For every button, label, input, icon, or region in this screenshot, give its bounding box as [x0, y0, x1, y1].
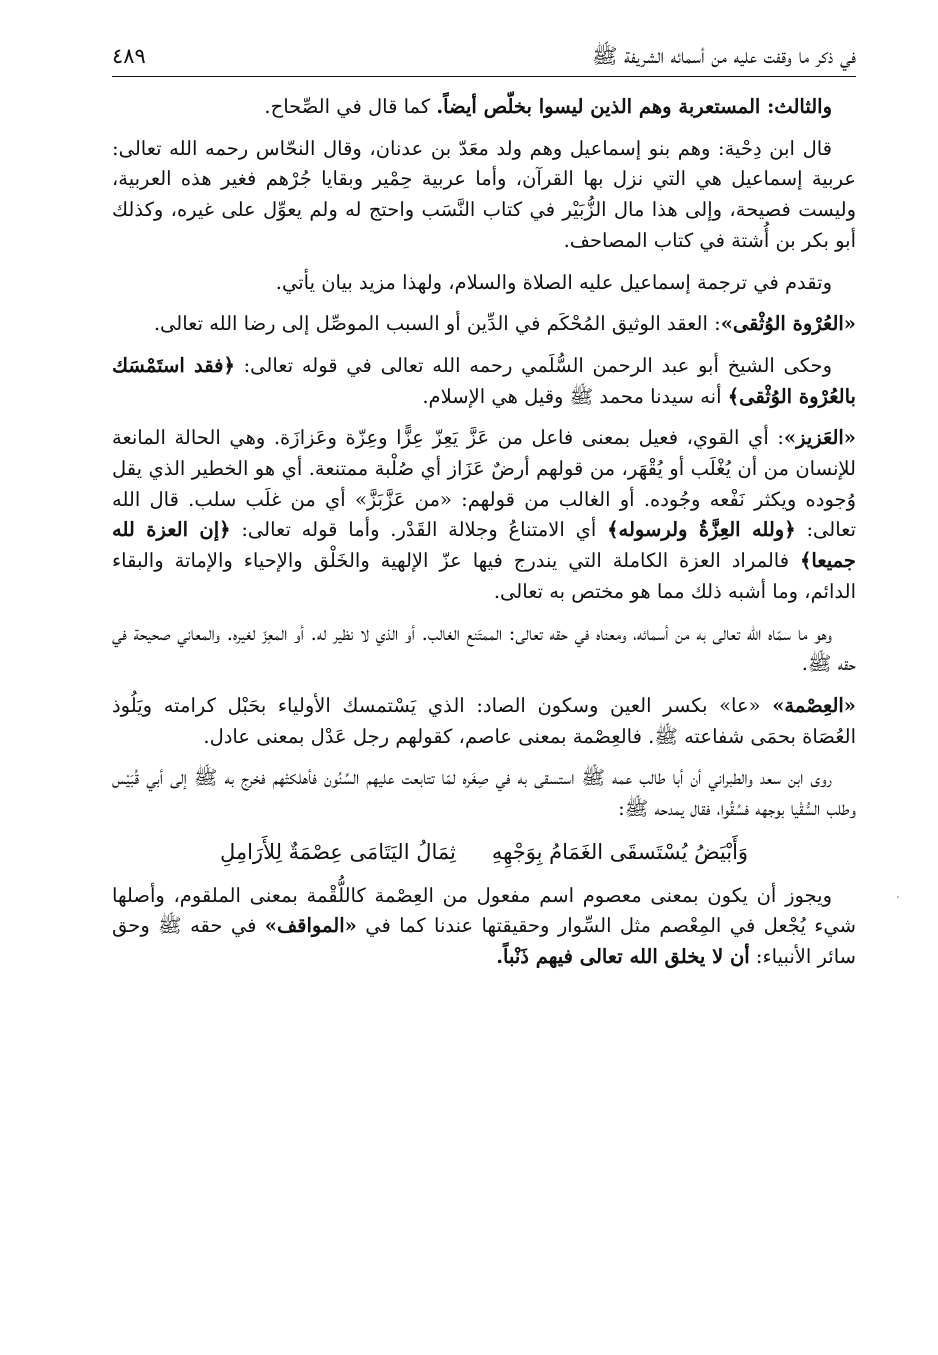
paragraph-text: «عا» بكسر العين وسكون الصاد: الذي يَسْتمسك الأولياء بحَبْل كرامته ويَلُوذ العُصَاة بحمَى شفاعته ﷺ. فالعِصْمة بمعنى عاصم، كقولهم رجل عَدْل بمعنى عادل.	[112, 693, 856, 748]
paragraph-text: روى ابن سعد والطبراني أن أبا طالب عمه ﷺ استسقى به في صِغَره لمّا تتابعت عليهم السِّنُون فأهلكتْهم فخرج به ﷺ إلى أبي قُبَيْس وطلب السُّقْيا بوجهه فسُقُوا، فقال يمدحه ﷺ:	[112, 766, 856, 821]
paragraph-heading: والثالث: المستعربة وهم الذين ليسوا بخلّص أيضاً.	[436, 95, 832, 118]
paragraph-text: كما قال في الصِّحاح.	[264, 95, 437, 118]
paragraph-closing	[112, 881, 856, 973]
paragraph-text: : أي القوي، فعيل بمعنى فاعل من عَزَّ يَعِزّ عِزًّا وعِزّة وعَزازَة. وهي الحالة المانعة للإنسان من أن يُغْلَب أو يُقْهَر، من قولهم أرضٌ عَزَاز أي صُلْبة ممتنعة. أي هو الخطير الذي يقل وُجوده ويكثر نَفْعه وجُوده. أو الغالب من قولهم: «من عَزَّبَزَّ» أي من غلَب سلب. قال الله تعالى:	[112, 426, 856, 542]
book-title: «المواقف»	[264, 914, 357, 938]
quran-quote: ﴿إن العزة لله جميعا﴾	[112, 518, 856, 573]
paragraph-text: : العقد الوثيق المُحْكَم في الدِّين أو السبب الموصِّل إلى رضا الله تعالى.	[153, 312, 721, 336]
entry-heading: «العَزيز»	[783, 426, 856, 450]
paragraph-ibn-dihya	[112, 134, 856, 257]
header-rule	[112, 76, 856, 77]
paragraph-isma	[112, 691, 856, 752]
paragraph-text: أنه سيدنا محمد ﷺ وقيل هي الإسلام.	[422, 384, 728, 408]
quran-quote: ﴿فقد استَمْسَك بالعُرْوة الوُثْقى﴾	[112, 353, 856, 408]
paragraph-text: وحكى الشيخ أبو عبد الرحمن السُّلَمي رحمه الله تعالى في قوله تعالى:	[234, 353, 832, 377]
emphasis-text: أن لا يخلق الله تعالى فيهم ذَنْباً.	[496, 945, 750, 969]
verse-first-hemistich: وَأَبْيَضُ يُسْتَسقَى الغَمَامُ بِوَجْهِهِ	[491, 839, 749, 864]
paragraph-sulami	[112, 351, 856, 412]
paragraph-urwa	[112, 309, 856, 340]
paragraph-tarjama	[112, 268, 856, 299]
entry-heading: «العُرْوة الوُثْقى»	[720, 312, 856, 336]
quran-quote: ﴿ولله العِزَّةُ ولرسوله﴾	[607, 518, 796, 542]
scan-speck	[897, 896, 899, 898]
running-head	[112, 34, 856, 72]
paragraph-text: وتقدم في ترجمة إسماعيل عليه الصلاة والسلام، ولهذا مزيد بيان يأتي.	[275, 270, 832, 294]
page-number: ٤٨٩	[112, 44, 146, 68]
paragraph-ibn-saad	[112, 763, 856, 824]
entry-heading: «العِصْمة»	[772, 693, 856, 717]
paragraph-mustariba	[112, 92, 856, 123]
paragraph-text: أي الامتناعُ وجلالة القَدْر. وأما قوله تعالى:	[230, 518, 608, 542]
paragraph-text: ويجوز أن يكون بمعنى معصوم اسم مفعول من العِصْمة كاللُّقْمة بمعنى الملقوم، وأصلها شيء يُجْعل في المِعْصم مثل السِّوار وحقيقتها عندنا كما في	[112, 883, 856, 938]
paragraph-text: في حقه ﷺ وحق سائر الأنبياء:	[112, 914, 856, 969]
running-title: في ذكر ما وقفت عليه من أسمائه الشريفة ﷺ	[592, 44, 856, 68]
paragraph-text: وهو ما سمّاه الله تعالى به من أسمائه، ومعناه في حقه تعالى: الممتَنع الغالب. أو الذي لا نظير له. أو المعِزّ لغيره. والمعاني صحيحة في حقه ﷺ.	[112, 621, 856, 676]
paragraph-text: قال ابن دِحْية: وهم بنو إسماعيل وهم ولد معَدّ بن عدنان، وقال النحّاس رحمه الله تعالى: عربية إسماعيل هي التي نزل بها القرآن، وأما عربية حِمْير وبقايا جُرْهم فغير هذه العربية، وليست فصيحة، وإلى هذا مال الزُّبَيْر في كتاب النَّسَب واحتج له ولم يعوِّل على غيره، وكذلك أبو بكر بن أُشتة في كتاب المصاحف.	[112, 136, 856, 252]
verse-second-hemistich: ثِمَالُ اليَتَامَى عِصْمَةٌ لِلأَرَامِلِ	[219, 839, 456, 864]
poem-verse	[112, 836, 856, 868]
paragraph-aziz	[112, 423, 856, 607]
body-text	[112, 92, 856, 984]
paragraph-text: فالمراد العزة الكاملة التي يندرج فيها عزّ الإلهية والخَلْق والإحياء والإماتة والبقاء الدائم، وما أشبه ذلك مما هو مختص به تعالى.	[112, 549, 856, 603]
paragraph-asmaih	[112, 619, 856, 680]
